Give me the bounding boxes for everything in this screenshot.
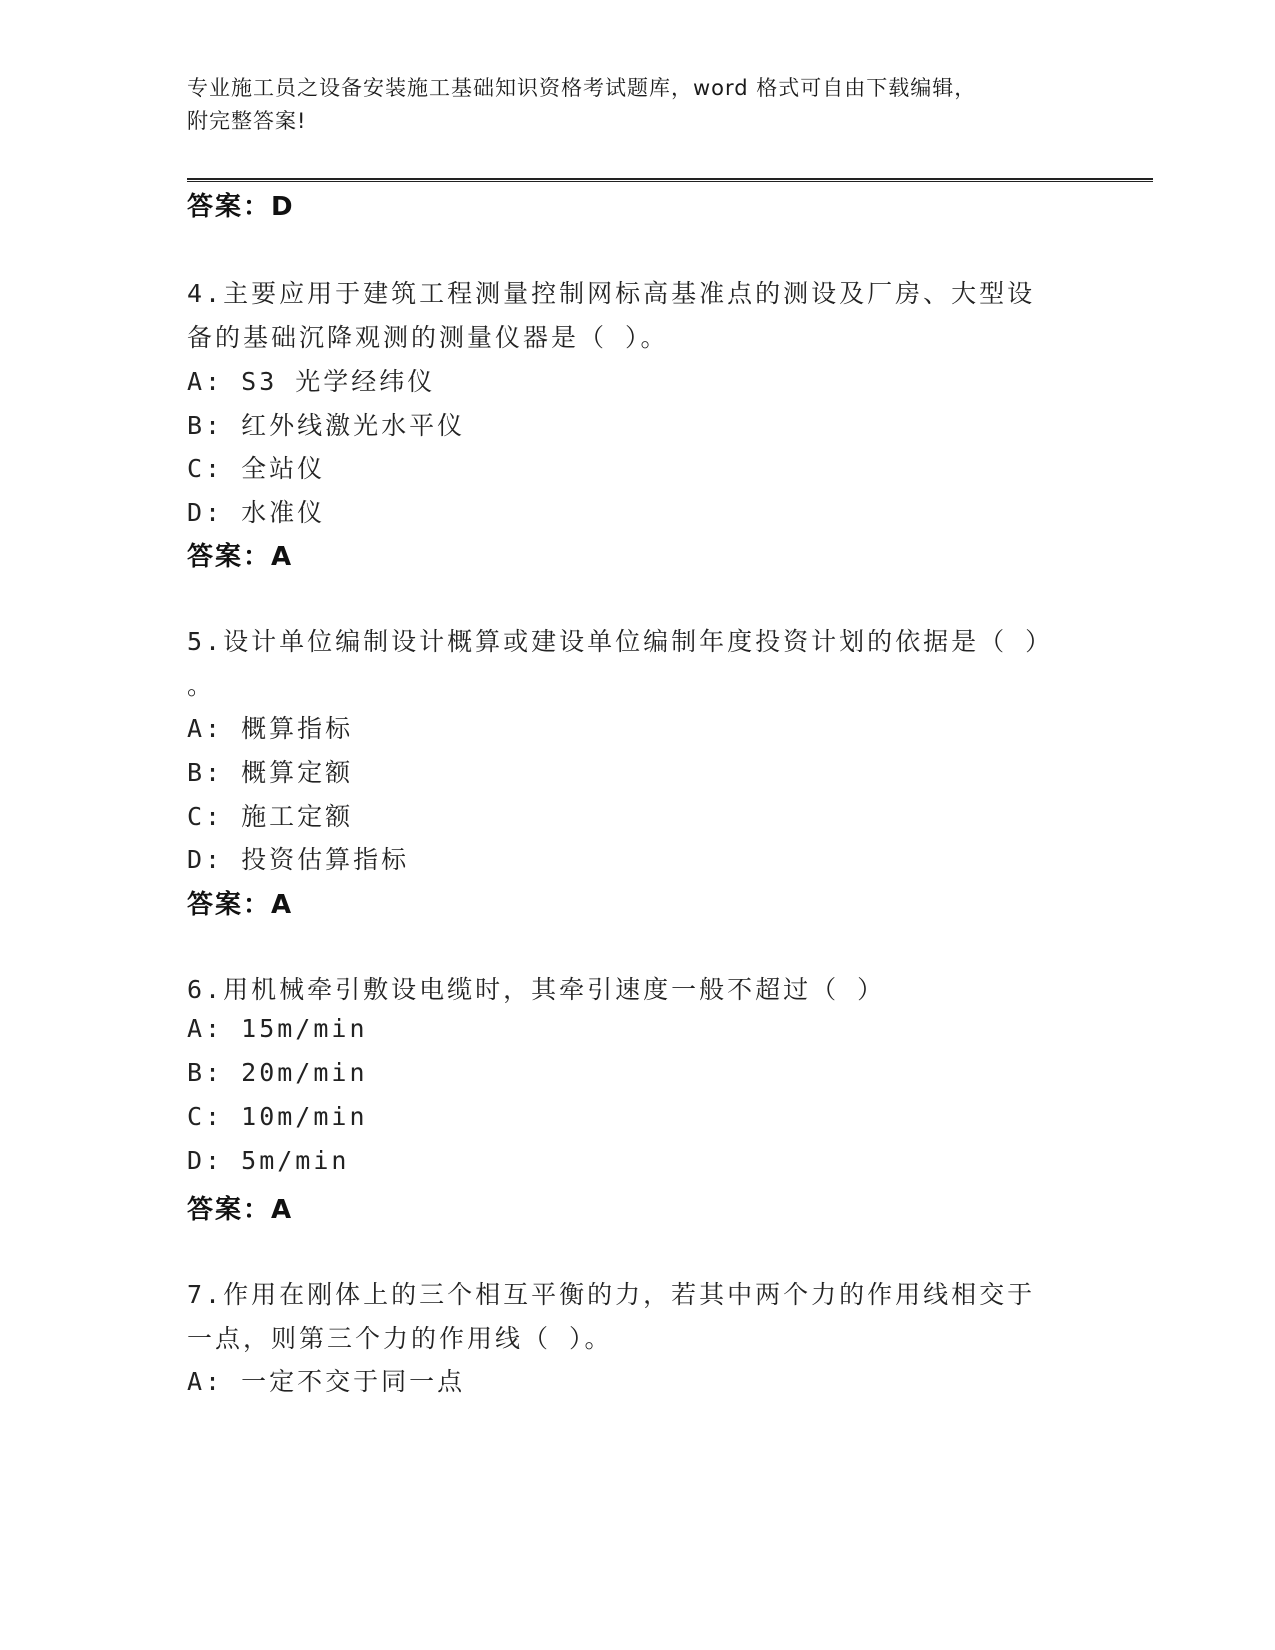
- header-divider: [187, 178, 1153, 182]
- question-4-option-b: B: 红外线激光水平仪: [187, 411, 466, 440]
- question-5-option-c: C: 施工定额: [187, 802, 354, 831]
- question-5-option-a: A: 概算指标: [187, 714, 354, 743]
- question-4-answer: 答案：A: [187, 542, 294, 572]
- header-line-2: 附完整答案!: [187, 109, 307, 133]
- question-4-option-a: A: S3 光学经纬仪: [187, 367, 436, 396]
- previous-answer: 答案：D: [187, 192, 295, 222]
- page-header: [187, 72, 1067, 138]
- question-4-option-d: D: 水准仪: [187, 498, 326, 527]
- question-5-option-b: B: 概算定额: [187, 758, 354, 787]
- question-4-stem-line-2: 备的基础沉降观测的测量仪器是（ ）。: [187, 323, 669, 352]
- question-4-stem-line-1: 4.主要应用于建筑工程测量控制网标高基准点的测设及厂房、大型设: [187, 279, 1036, 308]
- question-6-option-b: B: 20m/min: [187, 1058, 368, 1087]
- question-6-stem-line-1: 6.用机械牵引敷设电缆时，其牵引速度一般不超过（ ）: [187, 975, 886, 1004]
- question-6-option-a: A: 15m/min: [187, 1014, 368, 1043]
- question-5-stem-line-1: 5.设计单位编制设计概算或建设单位编制年度投资计划的依据是（ ）: [187, 627, 1054, 656]
- header-line-1: 专业施工员之设备安装施工基础知识资格考试题库，word 格式可自由下载编辑，: [187, 76, 977, 100]
- question-7-stem-line-2: 一点，则第三个力的作用线（ ）。: [187, 1324, 613, 1353]
- question-6-option-c: C: 10m/min: [187, 1102, 368, 1131]
- question-6-answer: 答案：A: [187, 1195, 294, 1225]
- question-5-answer: 答案：A: [187, 890, 294, 920]
- question-5-stem-line-2: 。: [187, 671, 216, 700]
- question-7-option-a: A: 一定不交于同一点: [187, 1367, 466, 1396]
- question-7-stem-line-1: 7.作用在刚体上的三个相互平衡的力，若其中两个力的作用线相交于: [187, 1280, 1036, 1309]
- question-5-option-d: D: 投资估算指标: [187, 845, 410, 874]
- question-6-option-d: D: 5m/min: [187, 1146, 350, 1175]
- question-4-option-c: C: 全站仪: [187, 454, 326, 483]
